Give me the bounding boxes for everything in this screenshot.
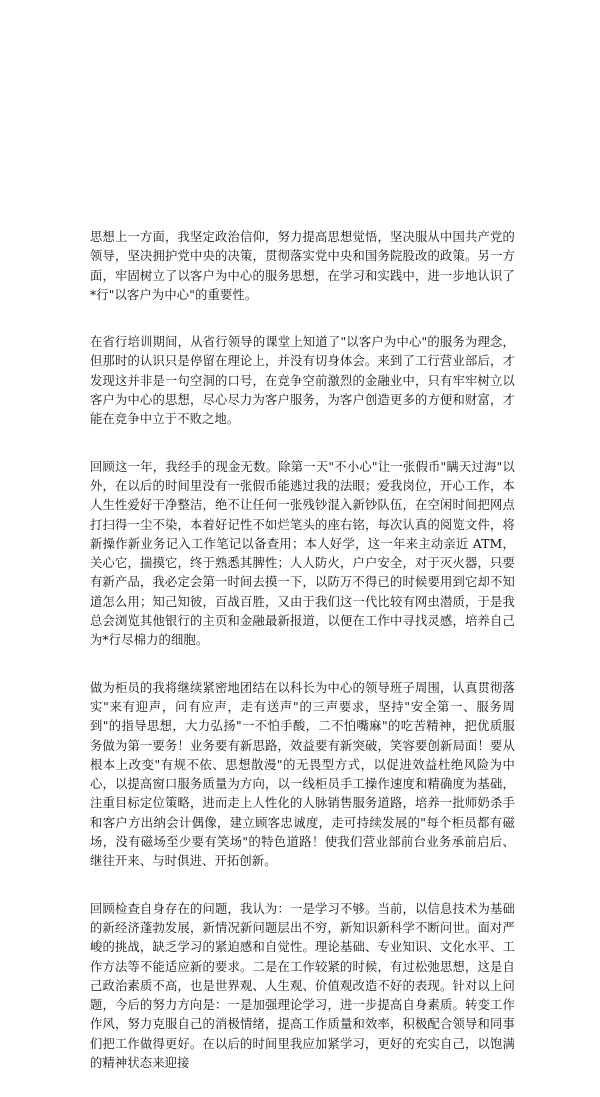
paragraph-self-examination: 回顾检查自身存在的问题，我认为：一是学习不够。当前，以信息技术为基础的新经济蓬勃发展，新情况新问题层出不穷，新知识新科学不断问世。面对严峻的挑战，缺乏学习的紧迫感和自觉性。理论基础、专业知识、文化水平、工作方法等不能适应新的要求。二是在工作较紧的时候，有过松弛思想，这是自己政治素质不高，也是世界观、人生观、价值观改造不好的表现。针对以上问题，今后的努力方向是：一是加强理论学习，进一步提高自身素质。转变工作作风，努力克服自己的消极情绪，提高工作质量和效率，积极配合领导和同事们把工作做得更好。在以后的时间里我应加紧学习，更好的充实自己，以饱满的精神状态来迎接 [90, 901, 515, 1070]
paragraph-year-review: 回顾这一年，我经手的现金无数。除第一天"不小心"让一张假币"瞒天过海"以外，在以后的时间里没有一张假币能逃过我的法眼；爱我岗位，开心工作，本人生性爱好干净整洁，绝不让任何一张残钞混入新钞队伍，在空闲时间把网点打扫得一尘不染，本着好记性不如烂笔头的座右铭，每次认真的阅览文件，将新操作新业务记入工作笔记以备查用；本人好学，这一年来主动亲近 ATM，关心它，揣摸它，终于熟悉其脾性；人人防火，户户安全，对于灭火器，只要有新产品，我必定会第一时间去摸一下，以防万不得已的时候要用到它却不知道怎么用；知己知彼，百战百胜，又由于我们这一代比较有网虫潜质，于是我总会浏览其他银行的主页和金融最新报道，以便在工作中寻找灵感，培养自己为*行尽棉力的细胞。 [90, 459, 515, 648]
paragraph-teller-commitment: 做为柜员的我将继续紧密地团结在以科长为中心的领导班子周围，认真贯彻落实"来有迎声，问有应声，走有送声"的三声要求，坚持"安全第一、服务周到"的指导思想，大力弘扬"一不怕手酸，二不怕嘴麻"的吃苦精神，把优质服务做为第一要务！业务要有新思路，效益要有新突破，笑容要创新局面！要从根本上改变"有规不依、思想散漫"的无畏型方式，以促进效益杜绝风险为中心，以提高窗口服务质量为方向，以一线柜员手工操作速度和精确度为基础，注重目标定位策略，进而走上人性化的人脉销售服务道路，培养一批师奶杀手和客户方出纳会计偶像，建立顾客忠诚度，走可持续发展的"每个柜员都有磁场，没有磁场至少要有笑场"的特色道路！使我们营业部前台业务承前启后、继往开来、与时俱进、开拓创新。 [90, 680, 515, 869]
paragraph-political-thought: 思想上一方面，我坚定政治信仰，努力提高思想觉悟，坚决服从中国共产党的领导，坚决拥护党中央的决策，贯彻落实党中央和国务院股改的政策。另一方面，牢固树立了以客户为中心的服务思想，在学习和实践中，进一步地认识了*行"以客户为中心"的重要性。 [90, 230, 515, 302]
paragraph-training-period: 在省行培训期间，从省行领导的课堂上知道了"以客户为中心"的服务为理念，但那时的认识只是停留在理论上，并没有切身体会。来到了工行营业部后，才发现这并非是一句空洞的口号，在竞争空前激烈的金融业中，只有牢牢树立以客户为中心的思想，尽心尽力为客户服务，为客户创造更多的方便和财富，才能在竞争中立于不败之地。 [90, 335, 515, 427]
document-body [90, 228, 515, 1097]
